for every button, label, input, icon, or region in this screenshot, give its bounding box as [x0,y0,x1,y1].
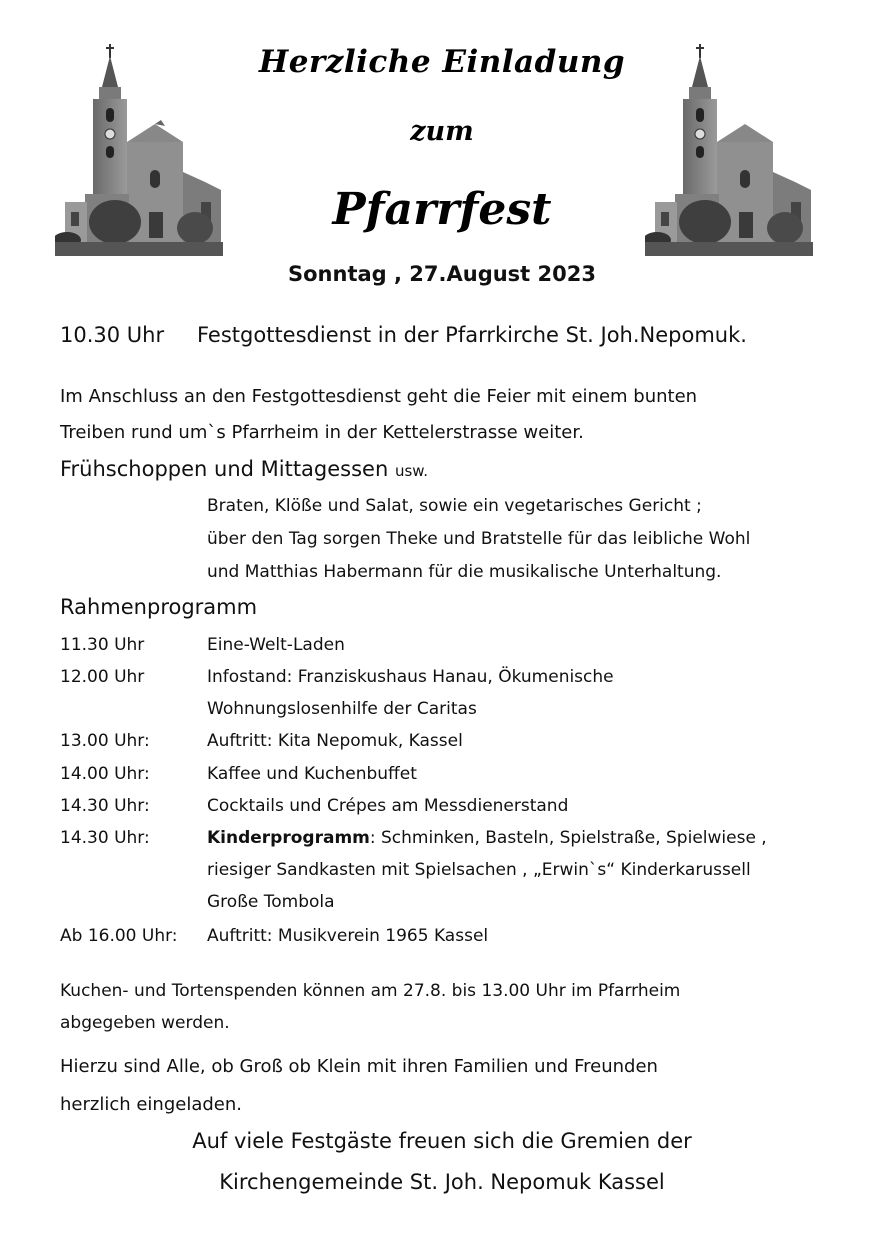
fruehschoppen-heading-suffix: usw. [394,462,428,480]
schedule-desc-cont: riesiger Sandkasten mit Spielsachen , „Erwin`s“ Kinderkarussell [207,860,751,880]
rahmen-heading: Rahmenprogramm [60,595,258,619]
fruehschoppen-heading-text: Frühschoppen und Mittagessen [60,457,389,481]
schedule-time: 14.30 Uhr: [60,796,150,816]
schedule-desc [207,828,767,848]
schedule-desc: Infostand: Franziskushaus Hanau, Ökumenische [207,667,614,687]
event-date: Sonntag , 27.August 2023 [288,262,596,286]
church-illustration-right [645,42,813,258]
church-illustration-left [55,42,223,258]
schedule-time: 14.30 Uhr: [60,828,150,848]
food-line-2: über den Tag sorgen Theke und Bratstelle für das leibliche Wohl [207,529,751,549]
schedule-desc-cont: Große Tombola [207,892,335,912]
kuchen-line-2: abgegeben werden. [60,1013,230,1033]
service-line [60,323,747,347]
schedule-time: 11.30 Uhr [60,635,145,655]
schedule-time: 13.00 Uhr: [60,731,150,751]
food-line-1: Braten, Klöße und Salat, sowie ein vegetarisches Gericht ; [207,496,702,516]
schedule-time: Ab 16.00 Uhr: [60,926,178,946]
title-line-1: Herzliche Einladung [258,44,626,80]
schedule-desc: Auftritt: Musikverein 1965 Kassel [207,926,489,946]
title-line-3: Pfarrfest [332,184,552,235]
invite-line-1: Hierzu sind Alle, ob Groß ob Klein mit ihren Familien und Freunden [60,1056,658,1077]
schedule-desc-cont: Wohnungslosenhilfe der Caritas [207,699,477,719]
kuchen-line-1: Kuchen- und Tortenspenden können am 27.8. bis 13.00 Uhr im Pfarrheim [60,981,681,1001]
intro-line-1: Im Anschluss an den Festgottesdienst geht die Feier mit einem bunten [60,386,698,407]
kinderprogramm-text: : Schminken, Basteln, Spielstraße, Spielwiese , [369,828,767,848]
kinderprogramm-label: Kinderprogramm [207,828,370,848]
fruehschoppen-heading [60,457,428,481]
schedule-time: 14.00 Uhr: [60,764,150,784]
service-time: 10.30 Uhr [60,323,165,347]
schedule-desc: Eine-Welt-Laden [207,635,345,655]
invite-line-2: herzlich eingeladen. [60,1094,243,1115]
schedule-desc: Auftritt: Kita Nepomuk, Kassel [207,731,463,751]
schedule-time: 12.00 Uhr [60,667,145,687]
closing-line-2: Kirchengemeinde St. Joh. Nepomuk Kassel [219,1170,665,1194]
closing-line-1: Auf viele Festgäste freuen sich die Gremien der [192,1129,692,1153]
intro-line-2: Treiben rund um`s Pfarrheim in der Kettelerstrasse weiter. [60,422,584,443]
title-line-2: zum [410,116,474,147]
service-text: Festgottesdienst in der Pfarrkirche St. Joh.Nepomuk. [197,323,747,347]
food-line-3: und Matthias Habermann für die musikalische Unterhaltung. [207,562,722,582]
schedule-desc: Cocktails und Crépes am Messdienerstand [207,796,569,816]
schedule-desc: Kaffee und Kuchenbuffet [207,764,417,784]
